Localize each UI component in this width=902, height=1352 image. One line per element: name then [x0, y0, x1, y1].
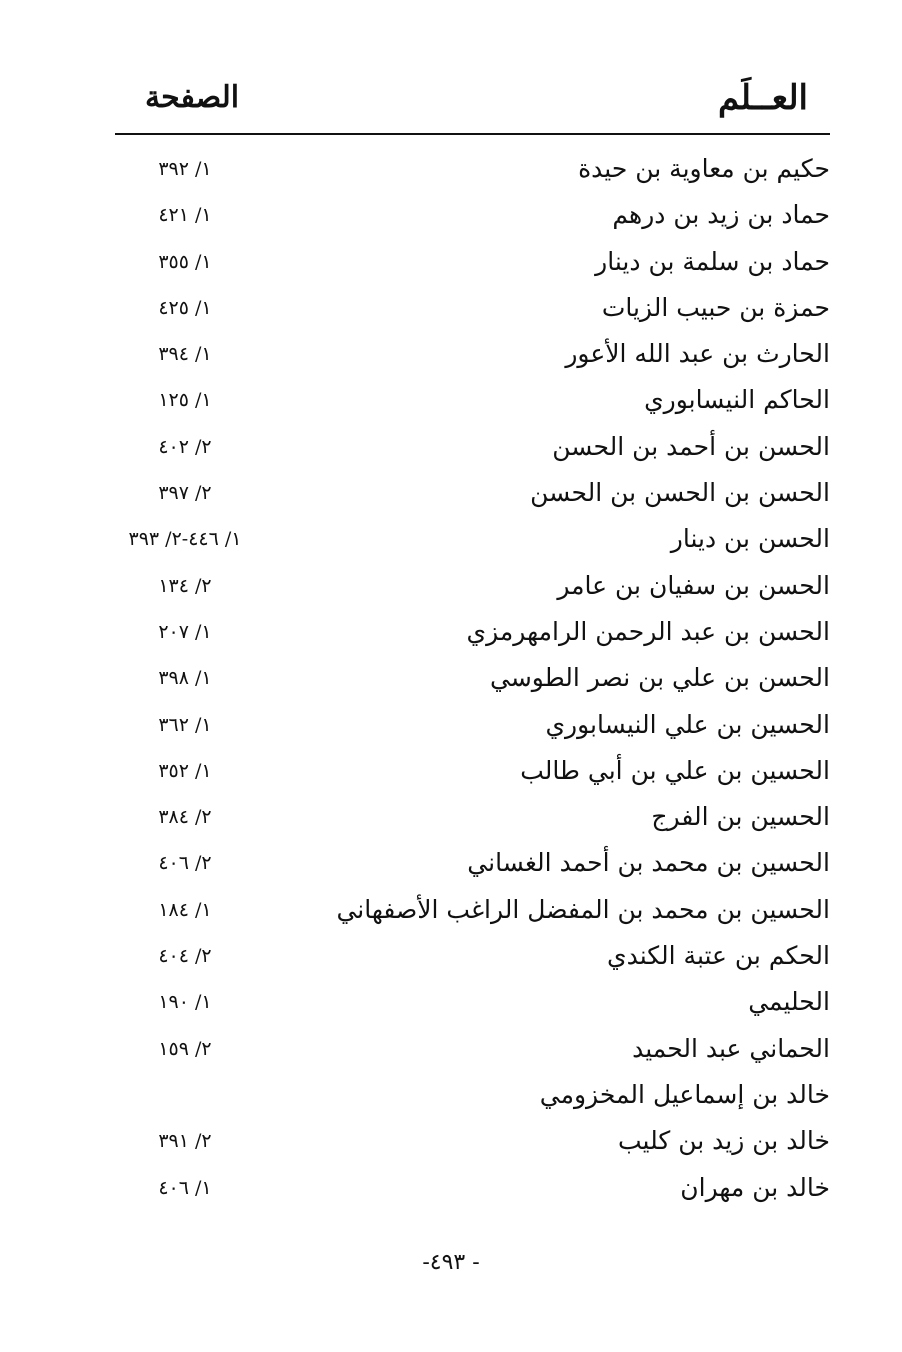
entry-page-ref: ١/ ٣٥٢	[158, 759, 212, 782]
entry-page-ref: ١/ ٣٩٢	[158, 158, 212, 180]
entry-name: خالد بن مهران	[680, 1172, 830, 1202]
entry-name: الحسن بن عبد الرحمن الرامهرمزي	[466, 616, 830, 646]
index-row	[115, 381, 830, 427]
entry-page-ref: ١/ ٣٩٤	[158, 343, 212, 366]
entry-name: الحسن بن علي بن نصر الطوسي	[490, 663, 830, 693]
entry-name: الحسن بن سفيان بن عامر	[557, 570, 830, 600]
entry-name: الحسن بن الحسن بن الحسن	[530, 478, 830, 508]
entry-page-ref: ١/ ١٨٤	[158, 898, 212, 921]
entry-page-ref: ١/ ١٩٠	[158, 991, 212, 1014]
entry-name: الحسين بن علي النيسابوري	[545, 709, 830, 739]
entry-name: الحسن بن أحمد بن الحسن	[552, 431, 830, 461]
entry-page-ref: ٢/ ٤٠٦	[158, 852, 212, 875]
index-row	[115, 937, 830, 983]
entry-name: الحسن بن دينار	[670, 524, 830, 554]
entry-name: الحماني عبد الحميد	[632, 1033, 830, 1063]
entry-name: الحسين بن علي بن أبي طالب	[520, 755, 830, 785]
entry-name: الحسين بن محمد بن أحمد الغساني	[467, 848, 830, 878]
index-row	[115, 1030, 830, 1076]
index-row	[115, 1122, 830, 1168]
index-row	[115, 983, 830, 1029]
index-row	[115, 1169, 830, 1215]
index-row	[115, 613, 830, 659]
entry-page-ref: ١/ ٣٩٨	[158, 667, 212, 690]
index-row	[115, 752, 830, 798]
entry-page-ref: ٢/ ٤٠٤	[158, 945, 212, 968]
index-row	[115, 289, 830, 335]
entry-name: الحكم بن عتبة الكندي	[607, 941, 830, 971]
entry-page-ref: ١/ ٤٢١	[158, 204, 212, 227]
header-divider	[115, 133, 830, 135]
entry-name: الحاكم النيسابوري	[644, 385, 830, 415]
entry-name: الحسين بن الفرج	[651, 802, 830, 832]
index-row	[115, 567, 830, 613]
index-row	[115, 520, 830, 566]
entry-page-ref: ٢/ ٣٩٧	[158, 482, 212, 505]
index-row	[115, 474, 830, 520]
index-entries	[115, 150, 830, 1215]
index-row	[115, 891, 830, 937]
table-header	[115, 78, 830, 128]
entry-page-ref: ٢/ ١٥٩	[158, 1037, 212, 1060]
entry-page-ref: ٢/ ٣٨٤	[158, 806, 212, 829]
entry-name: حماد بن سلمة بن دينار	[595, 246, 830, 276]
index-row	[115, 196, 830, 242]
entry-page-ref: ٢/ ٣٩١	[158, 1130, 212, 1153]
entry-page-ref: ١/ ٣٦٢	[158, 713, 212, 736]
page-column-heading: الصفحة	[145, 80, 240, 115]
entry-name: حمزة بن حبيب الزيات	[601, 292, 830, 322]
index-row	[115, 844, 830, 890]
page-number: - ٤٩٣-	[422, 1250, 480, 1275]
index-row	[115, 798, 830, 844]
index-row	[115, 659, 830, 705]
entry-name: الحسين بن محمد بن المفضل الراغب الأصفهاني	[336, 894, 830, 924]
entry-page-ref: ٢/ ١٣٤	[158, 574, 212, 597]
entry-name: خالد بن إسماعيل المخزومي	[539, 1079, 830, 1109]
entry-page-ref: ١/ ٤٢٥	[158, 296, 212, 319]
name-column-heading: العــلَم	[717, 78, 808, 118]
entry-name: حماد بن زيد بن درهم	[612, 200, 830, 230]
index-row	[115, 706, 830, 752]
entry-page-ref: ١/ ٤٠٦	[158, 1176, 212, 1199]
entry-name: الحليمي	[748, 987, 830, 1017]
index-row	[115, 428, 830, 474]
index-row	[115, 150, 830, 196]
entry-page-ref: ١/ ٢٠٧	[158, 620, 212, 643]
entry-page-ref: ١/ ٣٥٥	[158, 250, 212, 273]
entry-page-ref: ٢/ ٤٠٢	[158, 435, 212, 458]
entry-name: حكيم بن معاوية بن حيدة	[578, 154, 830, 183]
entry-name: خالد بن زيد بن كليب	[618, 1126, 830, 1156]
index-row	[115, 1076, 830, 1122]
index-row	[115, 243, 830, 289]
index-row	[115, 335, 830, 381]
entry-page-ref: ١/ ٤٤٦-٢/ ٣٩٣	[128, 528, 242, 551]
entry-page-ref: ١/ ١٢٥	[158, 389, 212, 412]
entry-name: الحارث بن عبد الله الأعور	[565, 339, 830, 369]
